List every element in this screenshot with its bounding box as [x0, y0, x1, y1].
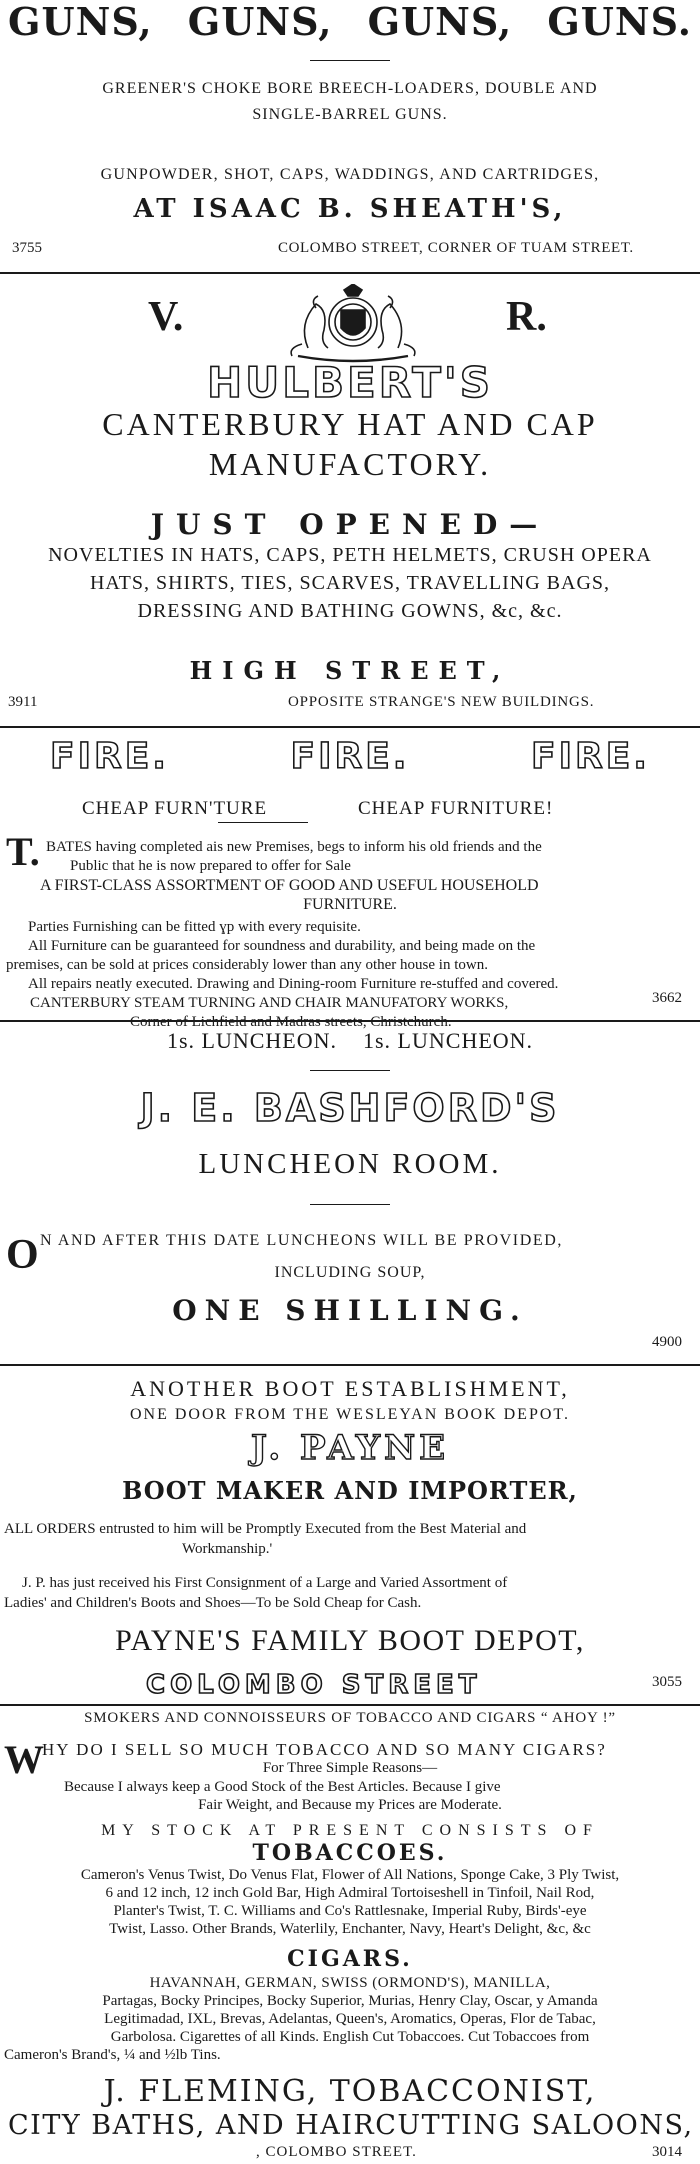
fire-body: [0, 838, 700, 1032]
royal-coat-of-arms-icon: [258, 284, 448, 364]
fire-dropcap-t: T.: [6, 829, 40, 874]
luncheon-price: ONE SHILLING.: [172, 1294, 528, 1327]
tobacco-ref-number: 3014: [652, 2144, 682, 2160]
fire-cheap-furniture-right: [358, 798, 553, 820]
guns-title: [0, 2, 700, 43]
divider: [310, 1204, 390, 1205]
tobacco-list: [0, 1866, 700, 1938]
hulbert-address: OPPOSITE STRANGE'S NEW BUILDINGS.: [288, 694, 595, 710]
ad-separator: [0, 1020, 700, 1022]
boot-para1-a: ALL ORDERS entrusted to him will be Promptly Executed from the Best Material and: [4, 1521, 527, 1537]
luncheon-ref-number: 4900: [652, 1334, 682, 1350]
boot-para2-a: J. P. has just received his First Consignment of a Large and Varied Assortment of: [22, 1575, 508, 1591]
tobacco-smokers: SMOKERS AND CONNOISSEURS OF TOBACCO AND CIGARS “ AHOY !”: [84, 1710, 616, 1726]
boot-line1: ANOTHER BOOT ESTABLISHMENT,: [130, 1376, 570, 1401]
fire-works: CANTERBURY STEAM TURNING AND CHAIR MANUFATORY WORKS,: [30, 995, 509, 1011]
boot-para1-b: Workmanship.': [182, 1541, 273, 1557]
boot-line2: ONE DOOR FROM THE WESLEYAN BOOK DEPOT.: [129, 1406, 570, 1423]
hulbert-title-line2: MANUFACTORY.: [208, 446, 492, 482]
boot-depot: PAYNE'S FAMILY BOOT DEPOT,: [115, 1624, 585, 1657]
tobacco-list-line: 6 and 12 inch, 12 inch Gold Bar, High Admiral Tortoiseshell in Tinfoil, Nail Rod,: [105, 1885, 595, 1901]
guns-ref-number: 3755: [12, 240, 42, 256]
hulbert-title-line1: CANTERBURY HAT AND CAP: [102, 406, 598, 442]
fire-ref-number: 3662: [652, 990, 682, 1006]
cigars-list: [0, 1974, 700, 2064]
guns-address: COLOMBO STREET, CORNER OF TUAM STREET.: [278, 240, 634, 256]
hulbert-street: HIGH STREET,: [189, 656, 511, 685]
luncheon-room: LUNCHEON ROOM.: [198, 1148, 502, 1180]
guns-word: GUNS.: [547, 0, 692, 44]
cigars-list-line: Cameron's Brand's, ¼ and ½lb Tins.: [4, 2047, 221, 2063]
tobacco-list-line: Planter's Twist, T. C. Williams and Co's Rattlesnake, Imperial Ruby, Birds'-eye: [113, 1903, 587, 1919]
fire-para1-c: A FIRST-CLASS ASSORTMENT OF GOOD AND USEFUL HOUSEHOLD: [40, 877, 539, 894]
hulbert-novelties-line2: HATS, SHIRTS, TIES, SCARVES, TRAVELLING BAGS,: [89, 572, 611, 594]
luncheon-top: 1s. LUNCHEON. 1s. LUNCHEON.: [166, 1028, 534, 1053]
guns-word: GUNS,: [187, 0, 333, 44]
hulbert-novelties-line1: NOVELTIES IN HATS, CAPS, PETH HELMETS, CRUSH OPERA: [48, 544, 652, 566]
boot-street: COLOMBO STREET: [146, 1670, 482, 1700]
fire-cheap-right: CHEAP FURNITURE!: [358, 798, 554, 819]
luncheon-line1: N AND AFTER THIS DATE LUNCHEONS WILL BE PROVIDED,: [40, 1232, 563, 1249]
tobacco-baths: CITY BATHS, AND HAIRCUTTING SALOONS,: [8, 2110, 694, 2141]
hulbert-initial-v: V.: [148, 294, 184, 340]
ad-separator: [0, 726, 700, 728]
fire-title: [50, 736, 650, 777]
fire-corner: Corner of Lichfield and Madras streets, Christchurch.: [130, 1014, 452, 1030]
hulbert-just-opened: JUST OPENED—: [150, 508, 550, 541]
cigars-list-line: Legitimadad, IXL, Brevas, Adelantas, Queen's, Aromatics, Operas, Flor de Tabac,: [104, 2011, 596, 2027]
ad-separator: [0, 1704, 700, 1706]
fire-para3-a: All Furniture can be guaranteed for soundness and durability, and being made on the: [28, 938, 536, 954]
fire-para3-b: premises, can be sold at prices considerably lower than any other house in town.: [6, 957, 488, 973]
tobacco-dropcap-w: W: [4, 1737, 44, 1782]
tobacco-why: HY DO I SELL SO MUCH TOBACCO AND SO MANY CIGARS?: [42, 1740, 607, 1759]
fire-para1-b: Public that he is now prepared to offer for Sale: [70, 858, 351, 874]
hulbert-novelties-line3: DRESSING AND BATHING GOWNS, &c, &c.: [137, 600, 563, 622]
tobacco-tobaccoes: TOBACCOES.: [252, 1840, 448, 1866]
hulbert-brand-name: HULBERT'S: [207, 358, 493, 407]
ad-separator: [0, 272, 700, 274]
boot-name: J. PAYNE: [250, 1428, 450, 1468]
tobacco-because2: Fair Weight, and Because my Prices are Moderate.: [198, 1797, 502, 1813]
hulbert-initial-r: R.: [506, 294, 547, 340]
tobacco-list-line: Cameron's Venus Twist, Do Venus Flat, Flower of All Nations, Sponge Cake, 3 Ply Twist,: [80, 1867, 620, 1883]
guns-word: GUNS,: [8, 0, 153, 44]
divider: [310, 60, 390, 61]
luncheon-brand-name: J. E. BASHFORD'S: [140, 1086, 560, 1130]
fire-word: FIRE.: [531, 736, 650, 777]
divider: [218, 822, 308, 823]
tobacco-reasons: For Three Simple Reasons—: [262, 1760, 438, 1776]
tobacco-stock: MY STOCK AT PRESENT CONSISTS OF: [101, 1822, 599, 1839]
fire-word: FIRE.: [290, 736, 410, 777]
guns-line3: GUNPOWDER, SHOT, CAPS, WADDINGS, AND CARTRIDGES,: [100, 166, 600, 183]
fire-para1-d: FURNITURE.: [303, 896, 397, 913]
guns-line1: GREENER'S CHOKE BORE BREECH-LOADERS, DOUBLE AND: [102, 80, 598, 97]
guns-dealer-name: AT ISAAC B. SHEATH'S,: [133, 194, 567, 224]
cigars-list-line: HAVANNAH, GERMAN, SWISS (ORMOND'S), MANILLA,: [149, 1975, 551, 1991]
tobacco-street: , COLOMBO STREET.: [256, 2144, 417, 2160]
cigars-list-line: Partagas, Bocky Principes, Bocky Superior, Murias, Henry Clay, Oscar, y Amanda: [102, 1993, 598, 2009]
luncheon-dropcap-o: O: [6, 1232, 39, 1278]
fire-cheap-left: CHEAP FURN'TURE: [82, 798, 268, 819]
fire-word: FIRE.: [50, 736, 169, 777]
boot-ref-number: 3055: [652, 1674, 682, 1690]
divider: [310, 1070, 390, 1071]
fire-para4: All repairs neatly executed. Drawing and Dining-room Furniture re-stuffed and covered.: [28, 976, 559, 992]
fire-para1-a: BATES having completed ais new Premises, begs to inform his old friends and the: [46, 839, 542, 855]
fire-para2: Parties Furnishing can be fitted ɣp with every requisite.: [28, 919, 361, 935]
cigars-list-line: Garbolosa. Cigarettes of all Kinds. English Cut Tobaccoes. Cut Tobaccoes from: [110, 2029, 590, 2045]
tobacco-fleming: J. FLEMING, TOBACCONIST,: [103, 2074, 597, 2109]
ad-separator: [0, 1364, 700, 1366]
boot-trade: BOOT MAKER AND IMPORTER,: [122, 1476, 578, 1505]
boot-para2-b: Ladies' and Children's Boots and Shoes—To be Sold Cheap for Cash.: [4, 1595, 422, 1611]
hulbert-ref-number: 3911: [8, 694, 38, 710]
tobacco-cigars: CIGARS.: [287, 1946, 413, 1972]
guns-word: GUNS,: [367, 0, 513, 44]
guns-line2: SINGLE-BARREL GUNS.: [252, 106, 448, 123]
tobacco-list-line: Twist, Lasso. Other Brands, Waterlily, Enchanter, Navy, Heart's Delight, &c, &c: [109, 1921, 591, 1937]
fire-cheap-furniture: [82, 798, 267, 820]
tobacco-because1: Because I always keep a Good Stock of the Best Articles. Because I give: [64, 1779, 501, 1795]
luncheon-line2: INCLUDING SOUP,: [274, 1264, 426, 1281]
